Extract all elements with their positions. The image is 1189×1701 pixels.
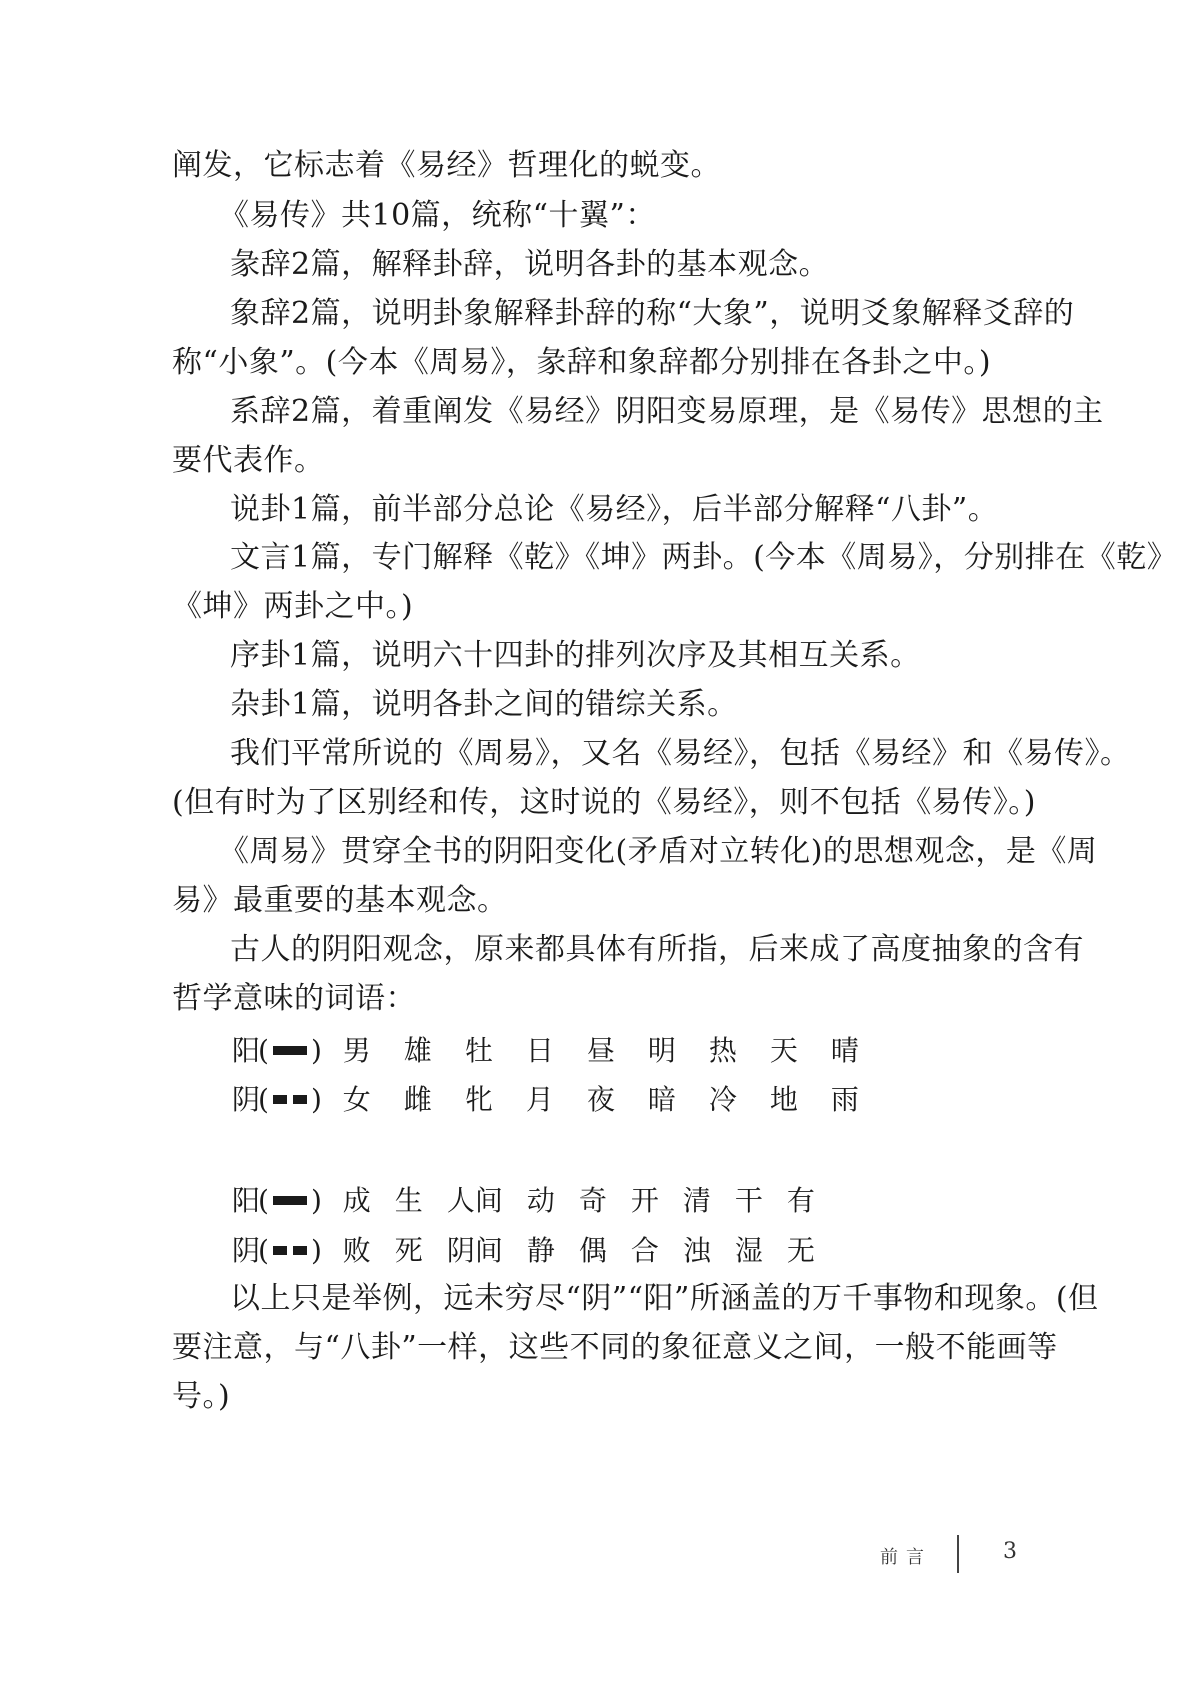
yin-label: 阴 bbox=[232, 1234, 261, 1267]
broken-line-icon bbox=[269, 1080, 311, 1120]
yin-yang-term: 冷 bbox=[708, 1083, 737, 1116]
yang-row-1: 阳( ) 男 雄 牡 日 昼 明 热 天 晴 bbox=[232, 1031, 859, 1071]
yang-items bbox=[343, 1031, 859, 1071]
paragraph-line: 《坤》两卦之中。) bbox=[172, 589, 414, 624]
yin-yang-term: 雨 bbox=[830, 1083, 859, 1116]
page-footer bbox=[0, 1535, 1189, 1585]
paragraph-line: (但有时为了区别经和传，这时说的《易经》，则不包括《易传》。) bbox=[172, 785, 1036, 820]
yin-items bbox=[343, 1080, 859, 1120]
solid-line-icon bbox=[269, 1031, 311, 1071]
yin-yang-term: 浊 bbox=[682, 1234, 711, 1267]
paragraph-line: 说卦1篇，前半部分总论《易经》，后半部分解释“八卦”。 bbox=[230, 492, 999, 527]
yin-yang-term: 成 bbox=[342, 1184, 371, 1217]
yin-yang-term: 死 bbox=[394, 1234, 423, 1267]
yin-yang-term: 奇 bbox=[578, 1184, 607, 1217]
yin-yang-term: 阴间 bbox=[446, 1234, 503, 1267]
yin-yang-term: 合 bbox=[630, 1234, 659, 1267]
yang-label: 阳 bbox=[232, 1184, 261, 1217]
page-number: 3 bbox=[1003, 1539, 1017, 1564]
paragraph-line: 彖辞2篇，解释卦辞，说明各卦的基本观念。 bbox=[230, 247, 830, 282]
yin-yang-term: 牡 bbox=[464, 1034, 493, 1067]
yin-yang-term: 地 bbox=[769, 1083, 798, 1116]
yin-yang-term: 湿 bbox=[734, 1234, 763, 1267]
paragraph-line: 要代表作。 bbox=[172, 443, 325, 478]
paragraph-line: 要注意，与“八卦”一样，这些不同的象征意义之间，一般不能画等 bbox=[172, 1330, 1058, 1365]
paragraph-line: 哲学意味的词语： bbox=[172, 981, 416, 1016]
paragraph-line: 系辞2篇，着重阐发《易经》阴阳变易原理，是《易传》思想的主 bbox=[230, 394, 1104, 429]
yin-yang-term: 热 bbox=[708, 1034, 737, 1067]
yin-yang-term: 女 bbox=[342, 1083, 371, 1116]
paragraph-line: 我们平常所说的《周易》，又名《易经》，包括《易经》和《易传》。 bbox=[230, 736, 1131, 771]
paragraph-line: 以上只是举例，远未穷尽“阴”“阳”所涵盖的万千事物和现象。(但 bbox=[230, 1281, 1099, 1316]
yin-yang-term: 男 bbox=[342, 1034, 371, 1067]
paragraph-line: 《周易》贯穿全书的阴阳变化(矛盾对立转化)的思想观念，是《周 bbox=[219, 834, 1098, 869]
paragraph-line: 阐发，它标志着《易经》哲理化的蜕变。 bbox=[172, 148, 721, 183]
yin-yang-term: 月 bbox=[525, 1083, 554, 1116]
paragraph-line: 象辞2篇，说明卦象解释卦辞的称“大象”，说明爻象解释爻辞的 bbox=[230, 296, 1075, 331]
yin-yang-term: 动 bbox=[526, 1184, 555, 1217]
yin-yang-term: 败 bbox=[342, 1234, 371, 1267]
footer-divider bbox=[957, 1535, 959, 1573]
yin-yang-term: 无 bbox=[786, 1234, 815, 1267]
paragraph-line: 古人的阴阳观念，原来都具体有所指，后来成了高度抽象的含有 bbox=[230, 932, 1084, 967]
yin-yang-term: 生 bbox=[394, 1184, 423, 1217]
paragraph-line: 杂卦1篇，说明各卦之间的错综关系。 bbox=[230, 687, 738, 722]
yin-yang-term: 雄 bbox=[403, 1034, 432, 1067]
yin-yang-term: 昼 bbox=[586, 1034, 615, 1067]
yin-items bbox=[343, 1231, 815, 1271]
running-header: 前言 bbox=[880, 1547, 932, 1568]
yang-label: 阳 bbox=[232, 1034, 261, 1067]
yang-row-2: 阳( ) 成 生 人间 动 奇 开 清 干 有 bbox=[232, 1181, 815, 1221]
yin-yang-term: 暗 bbox=[647, 1083, 676, 1116]
yin-yang-term: 牝 bbox=[464, 1083, 493, 1116]
paragraph-line: 称“小象”。(今本《周易》，彖辞和象辞都分别排在各卦之中。) bbox=[172, 345, 992, 380]
yin-row-1: 阴( ) 女 雌 牝 月 夜 暗 冷 地 雨 bbox=[232, 1080, 859, 1120]
yin-yang-term: 夜 bbox=[586, 1083, 615, 1116]
yang-items bbox=[343, 1181, 815, 1221]
solid-line-icon bbox=[269, 1181, 311, 1221]
yin-yang-term: 静 bbox=[526, 1234, 555, 1267]
yin-label: 阴 bbox=[232, 1083, 261, 1116]
yin-yang-term: 有 bbox=[786, 1184, 815, 1217]
yin-yang-term: 清 bbox=[682, 1184, 711, 1217]
yin-yang-term: 人间 bbox=[446, 1184, 503, 1217]
paragraph-line: 易》最重要的基本观念。 bbox=[172, 883, 508, 918]
broken-line-icon bbox=[269, 1231, 311, 1271]
yin-yang-term: 干 bbox=[734, 1184, 763, 1217]
paragraph-line: 号。) bbox=[172, 1379, 231, 1414]
yin-row-2: 阴( ) 败 死 阴间 静 偶 合 浊 湿 无 bbox=[232, 1231, 815, 1271]
yin-yang-term: 偶 bbox=[578, 1234, 607, 1267]
paragraph-line: 文言1篇，专门解释《乾》《坤》两卦。(今本《周易》，分别排在《乾》 bbox=[230, 540, 1178, 575]
yin-yang-term: 开 bbox=[630, 1184, 659, 1217]
paragraph-line: 序卦1篇，说明六十四卦的排列次序及其相互关系。 bbox=[230, 638, 921, 673]
yin-yang-term: 晴 bbox=[830, 1034, 859, 1067]
yin-yang-term: 天 bbox=[769, 1034, 798, 1067]
yin-yang-term: 明 bbox=[647, 1034, 676, 1067]
yin-yang-term: 雌 bbox=[403, 1083, 432, 1116]
paragraph-line: 《易传》共10篇，统称“十翼”： bbox=[219, 198, 656, 233]
yin-yang-term: 日 bbox=[525, 1034, 554, 1067]
